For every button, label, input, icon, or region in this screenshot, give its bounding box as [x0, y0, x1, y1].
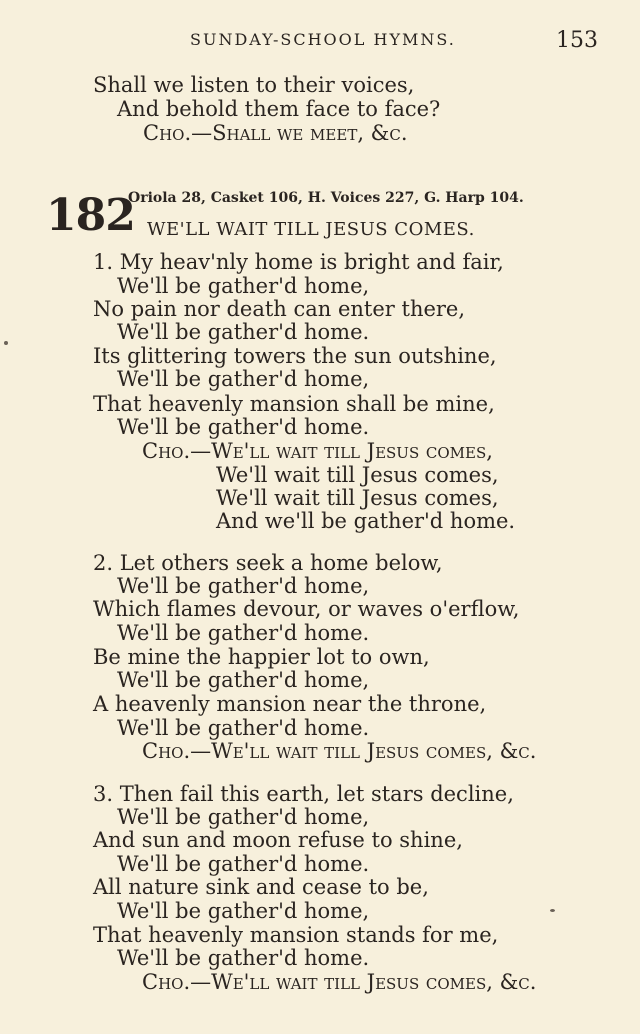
chorus-line: We'll wait till Jesus comes, [216, 463, 499, 487]
verse-refrain-line: We'll be gather'd home, [117, 899, 370, 923]
verse-line: A heavenly mansion near the throne, [93, 692, 487, 716]
chorus-line: Cho.—We'll wait till Jesus comes, [142, 439, 493, 463]
previous-hymn-chorus: Cho.—Shall we meet, &c. [143, 121, 408, 145]
previous-hymn-line: And behold them face to face? [117, 97, 441, 121]
running-title: SUNDAY-SCHOOL HYMNS. [190, 30, 456, 49]
verse-line: 3. Then fail this earth, let stars decline, [93, 782, 514, 806]
chorus-line: And we'll be gather'd home. [216, 509, 516, 533]
chorus-line: Cho.—We'll wait till Jesus comes, &c. [142, 739, 537, 763]
verse-refrain-line: We'll be gather'd home, [117, 668, 370, 692]
verse-refrain-line: We'll be gather'd home, [117, 274, 370, 298]
tune-references: Oriola 28, Casket 106, H. Voices 227, G. Harp 104. [128, 190, 524, 206]
verse-line: 1. My heav'nly home is bright and fair, [93, 250, 504, 274]
verse-line: All nature sink and cease to be, [93, 875, 429, 899]
running-head [0, 28, 640, 52]
verse-refrain-line: We'll be gather'd home, [117, 805, 370, 829]
verse-refrain-line: We'll be gather'd home, [117, 574, 370, 598]
chorus-line: We'll wait till Jesus comes, [216, 486, 499, 510]
verse-refrain-line: We'll be gather'd home, [117, 367, 370, 391]
hymn-title: WE'LL WAIT TILL JESUS COMES. [147, 219, 475, 240]
verse-line: And sun and moon refuse to shine, [93, 828, 463, 852]
verse-refrain-line: We'll be gather'd home. [117, 621, 370, 645]
verse-refrain-line: We'll be gather'd home. [117, 852, 370, 876]
verse-line: That heavenly mansion shall be mine, [93, 392, 495, 416]
page-number: 153 [556, 28, 598, 53]
verse-refrain-line: We'll be gather'd home. [117, 946, 370, 970]
hymn-number: 182 [46, 190, 135, 241]
chorus-line: Cho.—We'll wait till Jesus comes, &c. [142, 970, 537, 994]
verse-line: Its glittering towers the sun outshine, [93, 344, 497, 368]
verse-line: 2. Let others seek a home below, [93, 551, 443, 575]
paper-speck [550, 909, 555, 912]
verse-line: Be mine the happier lot to own, [93, 645, 430, 669]
verse-line: That heavenly mansion stands for me, [93, 923, 499, 947]
paper-speck [4, 341, 8, 345]
verse-refrain-line: We'll be gather'd home. [117, 415, 370, 439]
previous-hymn-line: Shall we listen to their voices, [93, 73, 415, 97]
verse-line: Which flames devour, or waves o'erflow, [93, 597, 520, 621]
verse-line: No pain nor death can enter there, [93, 297, 466, 321]
verse-refrain-line: We'll be gather'd home. [117, 320, 370, 344]
verse-refrain-line: We'll be gather'd home. [117, 716, 370, 740]
